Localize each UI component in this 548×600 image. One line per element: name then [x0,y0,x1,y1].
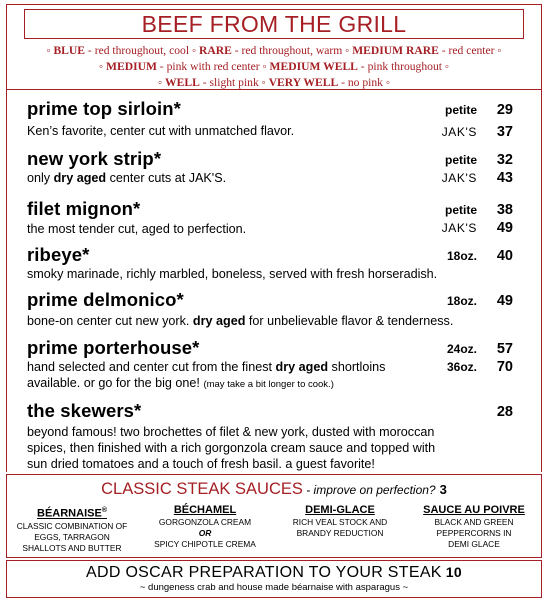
doneness-term: RARE [198,44,232,57]
sauces-subtitle: - improve on perfection? [302,483,436,497]
sauce-name [8,504,136,521]
item-name: filet mignon* [27,198,141,219]
registered-mark: ® [101,507,107,514]
item-price [477,404,513,420]
doneness-desc: red throughout, cool [94,44,190,57]
item-price [445,152,513,168]
desc-text: shortloins [328,360,386,374]
portion-label: petite [444,153,477,167]
item-description: Ken’s favorite, center cut with unmatched flavor. [27,124,295,138]
sauce-desc: PEPPERCORNS IN [436,528,512,538]
sauce-desc: RICH VEAL STOCK AND [292,517,388,527]
page-title: BEEF FROM THE GRILL [24,9,524,39]
portion-label: petite [444,203,477,217]
oscar-title: ADD OSCAR PREPARATION TO YOUR STEAK [86,564,442,581]
item-price [442,124,513,140]
desc-text: available. or go for the big one! [27,376,204,390]
desc-text: hand selected and center cut from the finest [27,360,276,374]
portion-label: 24oz. [446,342,477,356]
desc-text: for unbelievable flavor & tenderness. [245,314,454,328]
doneness-line-1: ◦ BLUE - red throughout, cool ◦ RARE - red throughout, warm ◦ MEDIUM RARE - red center ◦ [46,44,502,57]
sauce-bearnaise [8,504,136,554]
portion-label: 18oz. [446,249,477,263]
desc-emphasis: dry aged [53,171,107,185]
price-value: 32 [496,152,513,168]
price-value: 57 [496,341,513,357]
menu-items [6,90,542,472]
item-price [447,248,513,264]
doneness-desc: no pink [347,76,383,89]
item-description [27,375,513,393]
portion-label: 36oz. [446,360,477,374]
sauce-bechamel [140,504,270,550]
portion-label: petite [444,103,477,117]
sauce-name-text: BÉARNAISE [37,507,102,520]
sauce-name: BÉCHAMEL [173,504,237,516]
sauce-desc-or: OR [198,528,212,538]
price-value: 37 [496,124,513,140]
portion-label: 18oz. [446,294,477,308]
doneness-desc: red center [448,44,495,57]
price-value: 70 [496,359,513,375]
item-price [447,341,513,357]
oscar-subtitle: ~ dungeness crab and house made béarnaise with asparagus ~ [139,582,409,593]
doneness-term: MEDIUM [106,60,157,73]
item-price [447,293,513,309]
item-price [442,220,513,236]
doneness-line-3: ◦ WELL - slight pink ◦ VERY WELL - no pink ◦ [158,76,390,89]
item-price [442,170,513,186]
sauce-name: DEMI-GLACE [305,504,375,516]
item-name: prime delmonico* [27,289,184,310]
sauce-desc: BRANDY REDUCTION [296,528,384,538]
desc-note: (may take a bit longer to cook.) [203,379,334,390]
item-description: smoky marinade, richly marbled, boneless, served with fresh horseradish. [27,267,438,281]
sauces-price: 3 [439,482,447,497]
item-description: spices, then finished with a rich gorgonzola cream sauce and topped with [27,441,436,455]
doneness-desc: slight pink [209,76,259,89]
menu-item [27,198,513,237]
sauces-title: CLASSIC STEAK SAUCES [101,480,303,498]
price-value: 49 [496,220,513,236]
doneness-line-2: ◦ MEDIUM - pink with red center ◦ MEDIUM WELL - pink throughout ◦ [99,60,449,73]
doneness-term: VERY WELL [268,76,339,89]
item-description [27,170,513,186]
item-name: the skewers* [27,400,142,421]
sauce-desc: SPICY CHIPOTLE CREMA [154,539,256,549]
item-price [447,359,513,375]
menu-item [27,244,513,282]
sauce-desc: CLASSIC COMBINATION OF [16,520,128,531]
item-description: beyond famous! two brochettes of filet & new york, dusted with moroccan [27,425,435,439]
doneness-guide [8,43,540,91]
sauce-demi-glace [274,504,406,539]
menu-item [27,337,513,393]
item-name: prime porterhouse* [27,337,200,358]
doneness-term: BLUE [53,44,86,57]
portion-label: JAK'S [441,221,477,235]
portion-label: JAK'S [441,125,477,139]
sauce-au-poivre [408,504,540,550]
item-description [27,359,513,375]
sauce-name: SAUCE AU POIVRE [423,504,525,516]
portion-label: JAK'S [441,171,477,185]
price-value: 49 [496,293,513,309]
doneness-term: MEDIUM RARE [352,44,439,57]
doneness-term: WELL [165,76,200,89]
price-value: 29 [496,102,513,118]
item-name: ribeye* [27,244,90,265]
oscar-price: 10 [445,564,462,580]
item-name: new york strip* [27,148,162,169]
oscar-heading [6,563,542,582]
sauces-heading [6,478,542,501]
desc-text: only [27,171,54,185]
doneness-term: MEDIUM WELL [269,60,358,73]
sauce-desc: BLACK AND GREEN [434,517,514,527]
item-description: the most tender cut, aged to perfection. [27,222,247,236]
item-price [445,202,513,218]
menu-item [27,289,513,329]
item-description: sun dried tomatoes and a touch of fresh basil. a guest favorite! [27,457,375,471]
price-value: 28 [496,404,513,420]
desc-emphasis: dry aged [275,360,329,374]
sauce-desc: SHALLOTS AND BUTTER [22,542,122,553]
sauce-desc: GORGONZOLA CREAM [158,517,252,527]
price-value: 40 [496,248,513,264]
item-price [445,102,513,118]
sauce-desc: DEMI GLACE [448,539,500,549]
item-name: prime top sirloin* [27,98,181,119]
menu-item [27,98,513,139]
doneness-desc: pink with red center [166,60,260,73]
desc-text: center cuts at JAK'S. [106,171,227,185]
desc-emphasis: dry aged [192,314,246,328]
item-description [27,313,513,329]
doneness-desc: red throughout, warm [241,44,343,57]
price-value: 38 [496,202,513,218]
price-value: 43 [496,170,513,186]
sauce-desc: EGGS, TARRAGON [34,531,110,542]
doneness-desc: pink throughout [367,60,442,73]
menu-item [27,148,513,186]
desc-text: bone-on center cut new york. [27,314,193,328]
menu-item [27,400,513,472]
